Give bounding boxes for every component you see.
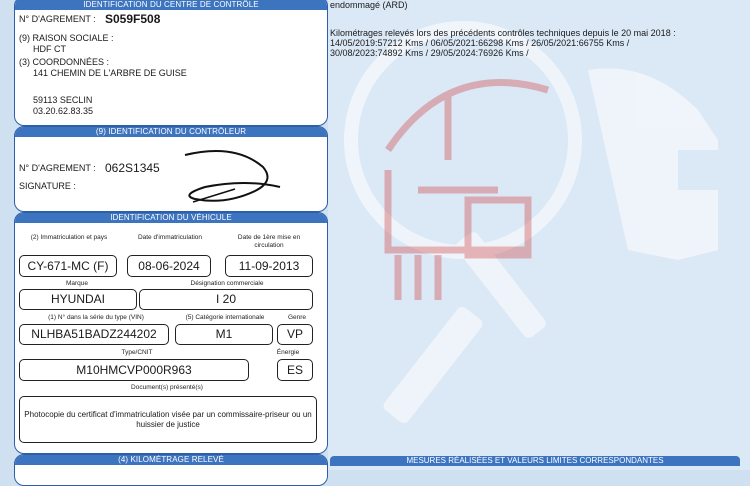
raison-label: (9) RAISON SOCIALE : xyxy=(19,33,114,43)
km-history-line: 14/05/2019:57212 Kms / 06/05/2021:66298 Kms / 26/05/2021:66755 Kms / xyxy=(330,38,630,48)
centre-agrement-label: N° D'AGREMENT : xyxy=(19,14,96,24)
date-first-value: 11-09-2013 xyxy=(225,255,313,277)
documents-label: Document(s) présenté(s) xyxy=(131,384,203,391)
centre-panel xyxy=(14,0,328,126)
kilometrage-header: (4) KILOMÉTRAGE RELEVÉ xyxy=(15,455,327,465)
marque-label: Marque xyxy=(65,280,89,287)
km-history-title: Kilométrages relevés lors des précédents contrôles techniques depuis le 20 mai 2018 : xyxy=(330,28,676,38)
energie-value: ES xyxy=(277,359,313,381)
energie-label: Énergie xyxy=(276,349,300,356)
address-city: 59113 SECLIN xyxy=(33,95,93,105)
mesures-header: MESURES RÉALISÉES ET VALEURS LIMITES CORRESPONDANTES xyxy=(330,456,740,466)
controleur-header: (9) IDENTIFICATION DU CONTRÔLEUR xyxy=(15,127,327,137)
address-line: 141 CHEMIN DE L'ARBRE DE GUISE xyxy=(33,68,187,78)
immat-value: CY-671-MC (F) xyxy=(19,255,117,277)
raison-value: HDF CT xyxy=(33,44,66,54)
categorie-label: (5) Catégorie internationale xyxy=(185,314,265,321)
centre-agrement-value: S059F508 xyxy=(105,12,161,26)
vin-label: (1) N° dans la série du type (VIN) xyxy=(48,314,144,321)
controleur-panel xyxy=(14,126,328,212)
right-panel xyxy=(328,0,750,470)
immat-label: (2) Immatriculation et pays xyxy=(30,234,108,241)
date-immat-label: Date d'immatriculation xyxy=(137,234,203,241)
signature-label: SIGNATURE : xyxy=(19,181,76,191)
type-label: Type/CNIT xyxy=(121,349,153,356)
date-immat-value: 08-06-2024 xyxy=(127,255,211,277)
type-value: M10HMCVP000R963 xyxy=(19,359,249,381)
centre-header: IDENTIFICATION DU CENTRE DE CONTRÔLE xyxy=(15,0,327,10)
km-history-line: 30/08/2023:74892 Kms / 29/05/2024:76926 Kms / xyxy=(330,48,529,58)
marque-value: HYUNDAI xyxy=(19,289,137,310)
vehicule-panel xyxy=(14,212,328,454)
coord-label: (3) COORDONNÉES : xyxy=(19,57,110,67)
right-text-line: endommagé (ARD) xyxy=(330,0,408,10)
genre-value: VP xyxy=(277,324,313,345)
kilometrage-panel xyxy=(14,454,328,486)
signature-image xyxy=(175,147,285,207)
vin-value: NLHBA51BADZ244202 xyxy=(19,324,169,345)
date-first-label: Date de 1ère mise en circulation xyxy=(237,234,301,249)
watermark-logo-icon xyxy=(328,0,750,470)
categorie-value: M1 xyxy=(175,324,273,345)
controleur-agrement-value: 062S1345 xyxy=(105,161,160,175)
controleur-agrement-label: N° D'AGREMENT : xyxy=(19,163,96,173)
phone: 03.20.62.83.35 xyxy=(33,106,94,116)
designation-value: I 20 xyxy=(139,289,313,310)
vehicule-header: IDENTIFICATION DU VÉHICULE xyxy=(15,213,327,223)
designation-label: Désignation commerciale xyxy=(190,280,264,287)
genre-label: Genre xyxy=(287,314,307,321)
documents-value: Photocopie du certificat d'immatriculation visée par un commissaire-priseur ou un huissier de justice xyxy=(19,396,317,443)
